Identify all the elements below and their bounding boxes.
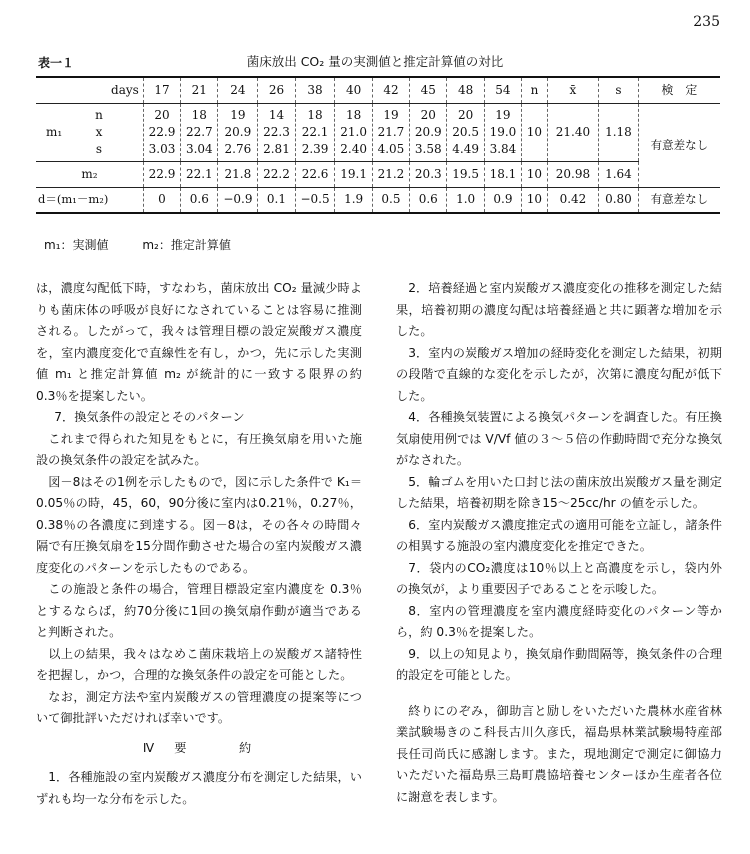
day-cell: 40 bbox=[335, 77, 372, 103]
m1-cell bbox=[143, 103, 180, 161]
m1-cell bbox=[410, 103, 447, 161]
m1-cell bbox=[484, 103, 521, 161]
table-legend bbox=[44, 236, 261, 253]
m1-cell bbox=[295, 103, 335, 161]
m2-s: 1.64 bbox=[599, 161, 639, 187]
paragraph: なお，測定方法や室内炭酸ガスの管理濃度の提案等について御批評いただければ幸いです。 bbox=[36, 689, 362, 725]
page-number: 235 bbox=[693, 14, 720, 30]
days-header bbox=[36, 77, 143, 103]
d-n: 10 bbox=[522, 187, 548, 213]
m1-s-value: 3.04 bbox=[185, 141, 213, 156]
m1-cell bbox=[335, 103, 372, 161]
d-label: d＝(m₁－m₂) bbox=[36, 187, 143, 213]
m2-value: 22.9 bbox=[143, 161, 180, 187]
comparison-table bbox=[36, 76, 720, 214]
days-label: days bbox=[111, 82, 139, 97]
m1-sub-s: s bbox=[95, 141, 103, 156]
xbar-header: x̄ bbox=[547, 77, 598, 103]
m1-s-value: 4.49 bbox=[452, 141, 479, 156]
summary-item: 3．室内の炭酸ガス増加の経時変化を測定した結果，初期の段階で直線的な変化を示したが，次第に濃度勾配が低下した。 bbox=[396, 345, 722, 403]
d-value: 0 bbox=[143, 187, 180, 213]
m1-sub-n: n bbox=[95, 107, 103, 122]
m1-s-value: 3.84 bbox=[489, 141, 517, 156]
acknowledgement: 終りにのぞみ，御助言と励しをいただいた農林水産省林業試験場きのこ科長古川久彦氏，福島県林業試験場特産部長任司尚氏に感謝します。また，現地測定で測定に御協力いただいた福島県三島町農協培養センターほか生産者各位に謝意を表します。 bbox=[396, 703, 722, 804]
summary-item: 6．室内炭酸ガス濃度推定式の適用可能を立証し，諸条件の相異する施設の室内濃度変化を推定できた。 bbox=[396, 517, 722, 553]
m2-value: 21.2 bbox=[372, 161, 409, 187]
m1-s-value: 2.76 bbox=[224, 141, 252, 156]
m2-xbar: 20.98 bbox=[547, 161, 598, 187]
paragraph: これまで得られた知見をもとに，有圧換気扇を用いた施設の換気条件の設定を試みた。 bbox=[36, 431, 362, 467]
table-header-row bbox=[36, 77, 720, 103]
m2-n: 10 bbox=[522, 161, 548, 187]
day-cell: 42 bbox=[372, 77, 409, 103]
m1-n: 10 bbox=[522, 103, 548, 161]
day-cell: 26 bbox=[258, 77, 295, 103]
m2-value: 19.5 bbox=[447, 161, 484, 187]
m1-x-value: 22.9 bbox=[148, 124, 176, 139]
m1-test: 有意差なし bbox=[638, 103, 720, 187]
m2-value: 22.1 bbox=[181, 161, 218, 187]
d-value: 0.6 bbox=[181, 187, 218, 213]
m1-x-value: 19.0 bbox=[489, 124, 517, 139]
table-title: 菌床放出 CO₂ 量の実測値と推定計算値の対比 bbox=[246, 54, 504, 69]
m1-s-value: 2.81 bbox=[263, 141, 290, 156]
d-value: 0.5 bbox=[372, 187, 409, 213]
m1-x-value: 21.7 bbox=[377, 124, 405, 139]
m2-row bbox=[36, 161, 720, 187]
d-value: 1.9 bbox=[335, 187, 372, 213]
m2-value: 22.6 bbox=[295, 161, 335, 187]
m1-n-value: 20 bbox=[457, 107, 474, 122]
summary-item: 2．培養経過と室内炭酸ガス濃度変化の推移を測定した結果，培養初期の濃度勾配は培養経過と共に顕著な増加を示した。 bbox=[396, 281, 722, 338]
paragraph: 以上の結果，我々はなめこ菌床栽培上の炭酸ガス諸特性を把握し，かつ，合理的な換気条件の設定を可能とした。 bbox=[36, 646, 362, 682]
m1-n-value: 20 bbox=[420, 107, 436, 122]
m1-s-value: 4.05 bbox=[377, 141, 405, 156]
m2-value: 21.8 bbox=[218, 161, 258, 187]
right-column bbox=[396, 278, 722, 808]
day-cell: 24 bbox=[218, 77, 258, 103]
paragraph: 図－8はその1例を示したもので，図に示した条件で K₁＝0.05％の時，45，60，90分後に室内は0.21％，0.27％，0.38％の各濃度に到達する。図－8は，その各々の時間々隔で有圧換気扇を15分間作動させた場合の室内炭酸ガス濃度変化のパターンを示したものである。 bbox=[36, 474, 362, 575]
m1-cell bbox=[218, 103, 258, 161]
d-value: 1.0 bbox=[447, 187, 484, 213]
m1-cell bbox=[372, 103, 409, 161]
m2-value: 18.1 bbox=[484, 161, 521, 187]
m1-n-value: 19 bbox=[495, 107, 511, 122]
day-cell: 54 bbox=[484, 77, 521, 103]
m1-s-value: 3.03 bbox=[148, 141, 176, 156]
day-cell: 17 bbox=[143, 77, 180, 103]
m1-x-value: 20.9 bbox=[414, 124, 442, 139]
s-header: s bbox=[599, 77, 639, 103]
table-label: 表一１ bbox=[38, 56, 75, 70]
m1-n-value: 14 bbox=[268, 107, 285, 122]
m1-n-value: 20 bbox=[154, 107, 170, 122]
m1-x-value: 22.3 bbox=[263, 124, 290, 139]
day-cell: 21 bbox=[181, 77, 218, 103]
m1-s: 1.18 bbox=[599, 103, 639, 161]
m1-s-value: 2.40 bbox=[340, 141, 367, 156]
m1-x-value: 20.5 bbox=[452, 124, 479, 139]
summary-item: 4．各種換気装置による換気パターンを調査した。有圧換気扇使用例では V/Vf 値の３～５倍の作動時間で充分な換気がなされた。 bbox=[396, 410, 722, 467]
d-row bbox=[36, 187, 720, 213]
m1-x-value: 21.0 bbox=[340, 124, 367, 139]
m1-n-value: 18 bbox=[191, 107, 207, 122]
m2-value: 19.1 bbox=[335, 161, 372, 187]
m2-value: 22.2 bbox=[258, 161, 295, 187]
test-header: 検 定 bbox=[638, 77, 720, 103]
day-cell: 45 bbox=[410, 77, 447, 103]
summary-item: 7．袋内のCO₂濃度は10％以上と高濃度を示し，袋内外の換気が，より重要因子であることを示唆した。 bbox=[396, 560, 722, 596]
m1-s-value: 3.58 bbox=[414, 141, 442, 156]
n-header: n bbox=[522, 77, 548, 103]
d-value: −0.5 bbox=[295, 187, 335, 213]
paragraph: この施設と条件の場合，管理目標設定室内濃度を 0.3％とするならば，約70分後に1回の換気扇作動が適当であると判断された。 bbox=[36, 582, 362, 639]
legend-m1: m₁：実測値 bbox=[44, 238, 109, 252]
day-cell: 48 bbox=[447, 77, 484, 103]
d-value: 0.9 bbox=[484, 187, 521, 213]
m1-row bbox=[36, 103, 720, 161]
m1-label: m₁ bbox=[46, 124, 63, 139]
d-value: 0.6 bbox=[410, 187, 447, 213]
m1-s-value: 2.39 bbox=[301, 141, 329, 156]
paragraph: は，濃度勾配低下時，すなわち，菌床放出 CO₂ 量減少時よりも菌床体の呼吸が良好になされていることは容易に推測される。したがって，我々は管理目標の設定炭酸ガス濃度を，室内濃度変化で直線性を有し，かつ，先に示した実測値 m₁ と推定計算値 m₂ が統計的に一致する限界の約 0.3％を提案したい。 bbox=[36, 281, 362, 403]
summary-item: 9．以上の知見より，換気扇作動間隔等，換気条件の合理的設定を可能とした。 bbox=[396, 646, 722, 682]
m1-sub-x: x bbox=[95, 124, 103, 139]
m2-label: m₂ bbox=[36, 161, 143, 187]
section-heading: 7．換気条件の設定とそのパターン bbox=[54, 410, 245, 424]
m2-value: 20.3 bbox=[410, 161, 447, 187]
m1-x-value: 20.9 bbox=[224, 124, 252, 139]
m1-n-value: 19 bbox=[383, 107, 399, 122]
m1-x-value: 22.7 bbox=[185, 124, 213, 139]
m1-n-value: 19 bbox=[230, 107, 246, 122]
d-value: −0.9 bbox=[218, 187, 258, 213]
m1-cell bbox=[181, 103, 218, 161]
summary-item: 1．各種施設の室内炭酸ガス濃度分布を測定した結果，いずれも均一な分布を示した。 bbox=[36, 770, 362, 806]
d-xbar: 0.42 bbox=[547, 187, 598, 213]
summary-item: 8．室内の管理濃度を室内濃度経時変化のパターン等から，約 0.3％を提案した。 bbox=[396, 603, 722, 639]
legend-m2: m₂：推定計算値 bbox=[142, 238, 231, 252]
m1-xbar: 21.40 bbox=[547, 103, 598, 161]
m1-n-value: 18 bbox=[345, 107, 362, 122]
d-s: 0.80 bbox=[599, 187, 639, 213]
left-column bbox=[36, 278, 362, 810]
d-test: 有意差なし bbox=[638, 187, 720, 213]
summary-item: 5．輪ゴムを用いた口封じ法の菌床放出炭酸ガス量を測定した結果，培養初期を除き15～25cc/hr の値を示した。 bbox=[396, 474, 722, 510]
m1-cell bbox=[447, 103, 484, 161]
d-value: 0.1 bbox=[258, 187, 295, 213]
m1-x-value: 22.1 bbox=[301, 124, 329, 139]
m1-label-cell bbox=[36, 103, 143, 161]
summary-heading: Ⅳ 要 約 bbox=[142, 740, 256, 755]
m1-cell bbox=[258, 103, 295, 161]
m1-n-value: 18 bbox=[307, 107, 323, 122]
day-cell: 38 bbox=[295, 77, 335, 103]
